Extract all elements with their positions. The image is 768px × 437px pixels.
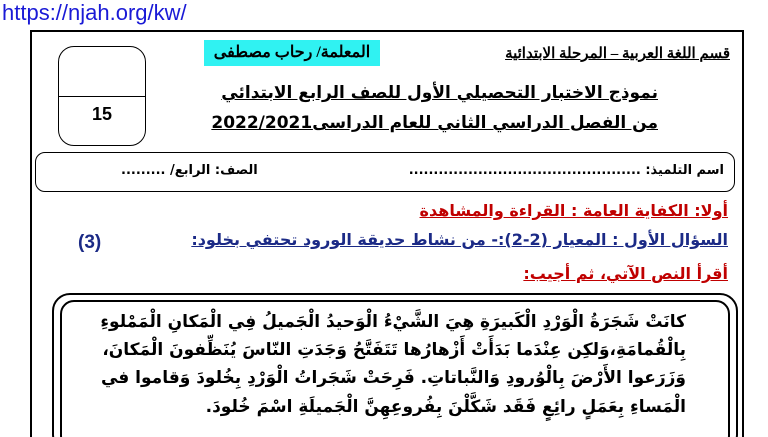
question-1-mark: (3) bbox=[78, 232, 102, 253]
question-1-label: السؤال الأول : المعيار (2-2):- من نشاط حديقة الورود تحتفي بخلود: bbox=[191, 230, 728, 249]
passage-line-4: الْمَساءِ بِعَمَلٍ رائِعٍ فَقَد شَكَّلْنَ بِفُروعِهِنَّ الْجَميلَةِ اسْمَ خُلودَ. bbox=[205, 397, 686, 417]
student-name-field[interactable]: اسم التلميذ: ............................................... bbox=[408, 163, 724, 178]
score-total: 15 bbox=[91, 104, 113, 124]
exam-title: نموذج الاختبار التحصيلي الأول للصف الرابع الابتدائي bbox=[221, 83, 658, 103]
student-class-field[interactable]: الصف: الرابع/ ......... bbox=[121, 163, 258, 178]
teacher-name: المعلمة/ رحاب مصطفى bbox=[204, 40, 380, 66]
department-label: قسم اللغة العربية – المرحلة الابتدائية bbox=[505, 46, 730, 62]
section-title: أولا: الكفاية العامة : القراءة والمشاهدة bbox=[419, 201, 728, 220]
source-url-watermark[interactable]: https://njah.org/kw/ bbox=[2, 0, 187, 25]
passage-line-1: كانَتْ شَجَرَةُ الْوَرْدِ الْكَبيرَةِ هِيَ الشَّيْءُ الْوَحيدُ الْجَميلُ فِي الْمَكانِ الْمَمْلوءِ bbox=[100, 312, 686, 332]
exam-subtitle: من الفصل الدراسي الثاني للعام الدراسى2022/2021 bbox=[211, 113, 658, 133]
score-divider bbox=[59, 96, 145, 97]
passage-line-3: وَزَرَعوا الأَرْضَ بِالْوُرودِ وَالنَّباتاتِ. فَرِحَتْ شَجَراتُ الْوَرْدِ بِخُلودَ وَقاموا في bbox=[100, 368, 686, 388]
score-box bbox=[58, 46, 146, 146]
passage-line-2: بِالْقُمامَةِ،وَلكِن عِنْدَما بَدَأَتْ أَزْهارُها تَتَفَتَّحُ وَجَدَتِ النّاسَ يُنَظِّفونَ الْمَكانَ، bbox=[102, 340, 686, 360]
instruction-label: أقرأ النص الآتي، ثم أجيب: bbox=[523, 264, 728, 283]
student-info-box bbox=[35, 152, 735, 192]
